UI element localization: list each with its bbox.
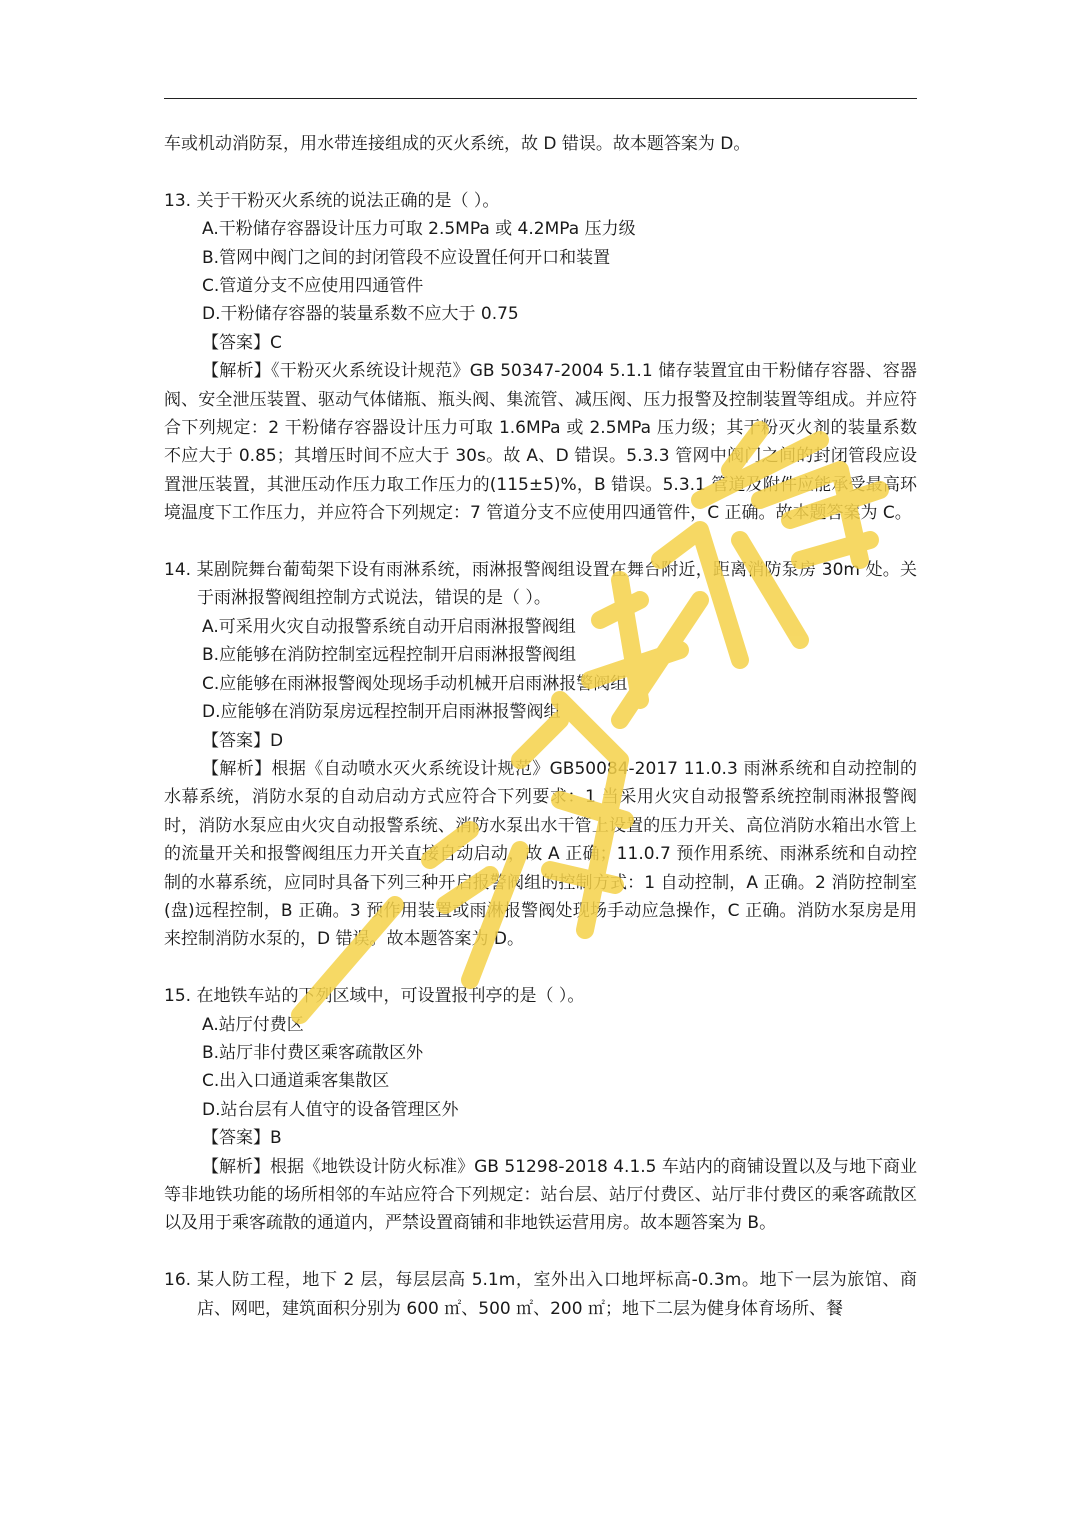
question-14 — [164, 556, 917, 954]
explanation: 【解析】根据《地铁设计防火标准》GB 51298-2018 4.1.5 车站内的商铺设置以及与地下商业等非地铁功能的场所相邻的车站应符合下列规定：站台层、站厅付费区、站厅非付费区的乘客疏散区以及用于乘客疏散的通道内，严禁设置商铺和非地铁运营用房。故本题答案为 B。 — [164, 1156, 917, 1234]
continued-text: 车或机动消防泵，用水带连接组成的灭火系统，故 D 错误。故本题答案为 D。 — [164, 134, 751, 154]
option-d: D.站台层有人值守的设备管理区外 — [202, 1099, 459, 1120]
option-b: B.管网中阀门之间的封闭管段不应设置任何开口和装置 — [202, 247, 611, 268]
question-stem: 16. 某人防工程，地下 2 层，每层层高 5.1m，室外出入口地坪标高-0.3m。地下一层为旅馆、商店、网吧，建筑面积分别为 600 ㎡、500 ㎡、200 ㎡；地下二层为健身体育场所、餐 — [164, 1270, 917, 1319]
answer: 【答案】C — [202, 332, 282, 353]
explanation: 【解析】根据《自动喷水灭火系统设计规范》GB50084-2017 11.0.3 雨淋系统和自动控制的水幕系统，消防水泵的自动启动方式应符合下列要求：1 当采用火灾自动报警系统控制雨淋报警阀时，消防水泵应由火灾自动报警系统、消防水泵出水干管上设置的压力开关、高位消防水箱出水管上的流量开关和报警阀组压力开关直接自动启动，故 A 正确；11.0.7 预作用系统、雨淋系统和自动控制的水幕系统，应同时具备下列三种开启报警阀组的控制方式：1 自动控制，A 正确。2 消防控制室(盘)远程控制，B 正确。3 预作用装置或雨淋报警阀处现场手动应急操作，C 正确。消防水泵房是用来控制消防水泵的，D 错误。故本题答案为 D。 — [164, 758, 917, 950]
option-b: B.站厅非付费区乘客疏散区外 — [202, 1042, 424, 1063]
question-stem: 15. 在地铁车站的下列区域中，可设置报刊亭的是（ ）。 — [164, 986, 585, 1007]
option-a: A.干粉储存容器设计压力可取 2.5MPa 或 4.2MPa 压力级 — [202, 219, 636, 240]
option-b: B.应能够在消防控制室远程控制开启雨淋报警阀组 — [202, 645, 577, 666]
option-c: C.管道分支不应使用四通管件 — [202, 276, 424, 297]
question-15 — [164, 982, 917, 1238]
answer: 【答案】D — [202, 730, 284, 751]
question-13 — [164, 187, 917, 528]
explanation: 【解析】《干粉灭火系统设计规范》GB 50347-2004 5.1.1 储存装置宜由干粉储存容器、容器阀、安全泄压装置、驱动气体储瓶、瓶头阀、集流管、减压阀、压力报警及控制装置等组成。并应符合下列规定：2 干粉储存容器设计压力可取 1.6MPa 或 2.5MPa 压力级；其干粉灭火剂的装量系数不应大于 0.85；其增压时间不应大于 30s。故 A、D 错误。5.3.3 管网中阀门之间的封闭管段应设置泄压装置，其泄压动作压力取工作压力的(115±5)%，B 错误。5.3.1 管道及附件应能承受最高环境温度下工作压力，并应符合下列规定：7 管道分支不应使用四通管件，C 正确。故本题答案为 C。 — [164, 361, 917, 524]
option-c: C.应能够在雨淋报警阀处现场手动机械开启雨淋报警阀组 — [202, 673, 628, 694]
option-d: D.应能够在消防泵房远程控制开启雨淋报警阀组 — [202, 702, 561, 723]
question-stem: 13. 关于干粉灭火系统的说法正确的是（ ）。 — [164, 190, 500, 211]
question-16 — [164, 1266, 917, 1323]
option-c: C.出入口通道乘客集散区 — [202, 1071, 390, 1092]
document-body — [164, 130, 917, 1323]
option-a: A.可采用火灾自动报警系统自动开启雨淋报警阀组 — [202, 616, 576, 637]
answer: 【答案】B — [202, 1128, 282, 1149]
option-a: A.站厅付费区 — [202, 1014, 304, 1035]
option-d: D.干粉储存容器的装量系数不应大于 0.75 — [202, 304, 519, 325]
question-stem: 14. 某剧院舞台葡萄架下设有雨淋系统，雨淋报警阀组设置在舞台附近，距离消防泵房 30m 处。关于雨淋报警阀组控制方式说法，错误的是（ ）。 — [164, 560, 917, 609]
header-rule — [164, 98, 917, 99]
